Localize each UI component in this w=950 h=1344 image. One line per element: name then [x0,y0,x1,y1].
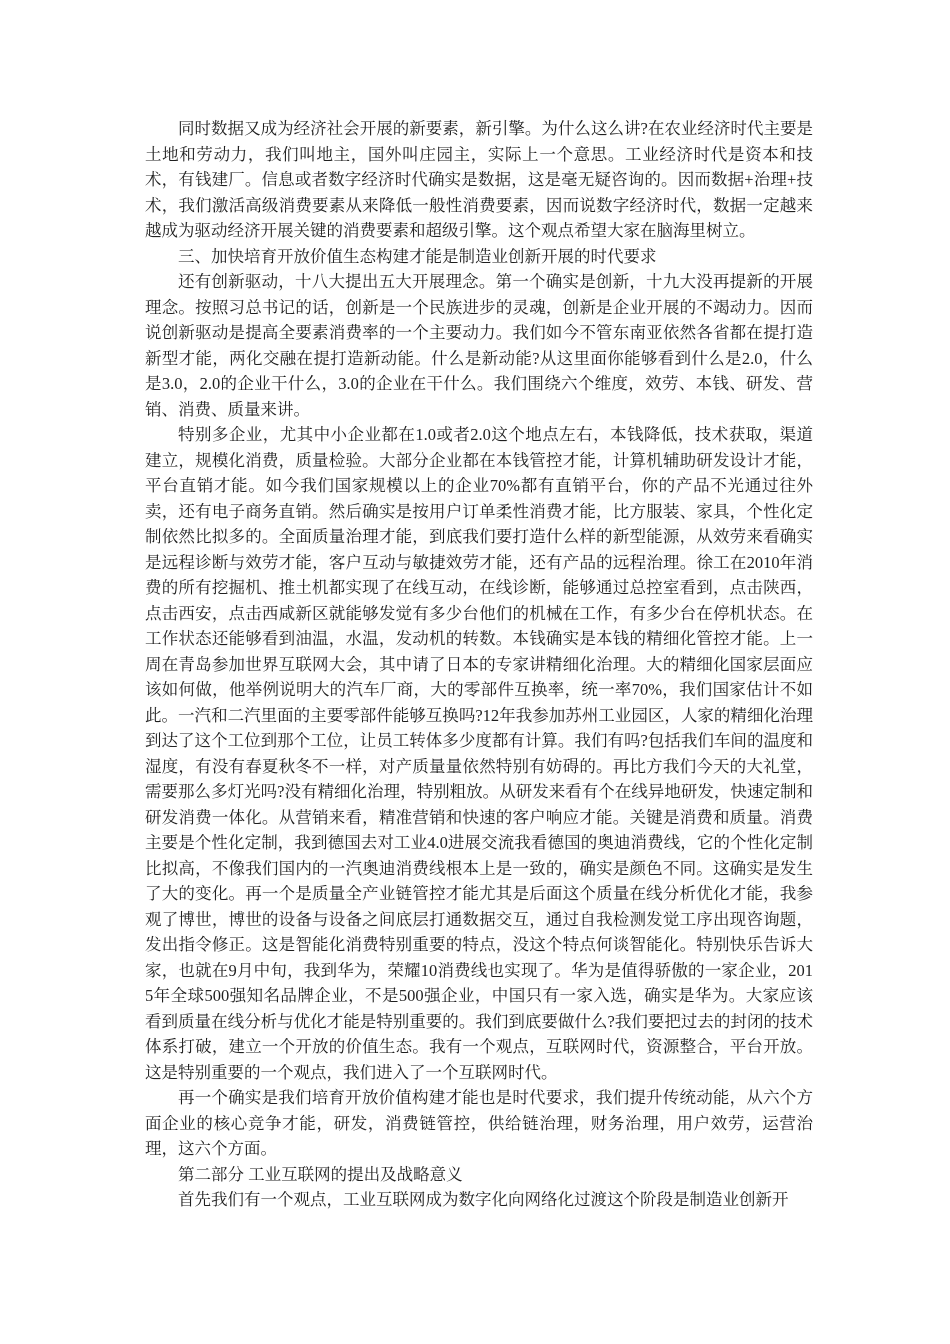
paragraph-enterprise-capabilities: 特别多企业，尤其中小企业都在1.0或者2.0这个地点左右，本钱降低，技术获取，渠道建立，规模化消费，质量检验。大部分企业都在本钱管控才能，计算机辅助研发设计才能，平台直销才能。如今我们国家规模以上的企业70%都有直销平台，你的产品不光通过往外卖，还有电子商务直销。然后确实是按用户订单柔性消费才能，比方服装、家具，个性化定制依然比拟多的。全面质量治理才能，到底我们要打造什么样的新型能源，从效劳来看确实是远程诊断与效劳才能，客户互动与敏捷效劳才能，还有产品的远程治理。徐工在2010年消费的所有挖掘机、推土机都实现了在线互动，在线诊断，能够通过总控室看到，点击陕西，点击西安，点击西咸新区就能够发觉有多少台他们的机械在工作，有多少台在停机状态。在工作状态还能够看到油温，水温，发动机的转数。本钱确实是本钱的精细化管控才能。上一周在青岛参加世界互联网大会，其中请了日本的专家讲精细化治理。大的精细化国家层面应该如何做，他举例说明大的汽车厂商，大的零部件互换率，统一率70%，我们国家估计不如此。一汽和二汽里面的主要零部件能够互换吗?12年我参加苏州工业园区，人家的精细化治理到达了这个工位到那个工位，让员工转体多少度都有计算。我们有吗?包括我们车间的温度和湿度，有没有春夏秋冬不一样，对产质量量依然特别有妨碍的。再比方我们今天的大礼堂，需要那么多灯光吗?没有精细化治理，特别粗放。从研发来看有个在线异地研发，快速定制和研发消费一体化。从营销来看，精准营销和快速的客户响应才能。关键是消费和质量。消费主要是个性化定制，我到德国去对工业4.0进展交流我看德国的奥迪消费线，它的个性化定制比拟高，不像我们国内的一汽奥迪消费线根本上是一致的，确实是颜色不同。这确实是发生了大的变化。再一个是质量全产业链管控才能尤其是后面这个质量在线分析优化才能，我参观了博世，博世的设备与设备之间底层打通数据交互，通过自我检测发觉工序出现咨询题，发出指令修正。这是智能化消费特别重要的特点，没这个特点何谈智能化。特别快乐告诉大家，也就在9月中旬，我到华为，荣耀10消费线也实现了。华为是值得骄傲的一家企业，2015年全球500强知名品牌企业，不是500强企业，中国只有一家入选，确实是华为。大家应该看到质量在线分析与优化才能是特别重要的。我们到底要做什么?我们要把过去的封闭的技术体系打破，建立一个开放的价值生态。我有一个观点，互联网时代，资源整合，平台开放。这是特别重要的一个观点，我们进入了一个互联网时代。 [145,425,813,1082]
paragraph-data-new-element: 同时数据又成为经济社会开展的新要素，新引擎。为什么这么讲?在农业经济时代主要是土地和劳动力，我们叫地主，国外叫庄园主，实际上一个意思。工业经济时代是资本和技术，有钱建厂。信息或者数字经济时代确实是数据，这是毫无疑咨询的。因而数据+治理+技术，我们激活高级消费要素从来降低一般性消费要素，因而说数字经济时代，数据一定越来越成为驱动经济开展关键的消费要素和超级引擎。这个观点希望大家在脑海里树立。 [145,119,813,240]
section-heading-three: 三、加快培育开放价值生态构建才能是制造业创新开展的时代要求 [178,246,657,266]
paragraph-innovation-drive: 还有创新驱动，十八大提出五大开展理念。第一个确实是创新，十九大没再提新的开展理念。按照习总书记的话，创新是一个民族进步的灵魂，创新是企业开展的不竭动力。因而说创新驱动是提高全要素消费率的一个主要动力。我们如今不管东南亚依然各省都在提打造新型才能，两化交融在提打造新动能。什么是新动能?从这里面你能够看到什么是2.0，什么是3.0，2.0的企业干什么，3.0的企业在干什么。我们围绕六个维度，效劳、本钱、研发、营销、消费、质量来讲。 [145,272,813,419]
paragraph-open-value-capability: 再一个确实是我们培育开放价值构建才能也是时代要求，我们提升传统动能，从六个方面企业的核心竞争才能，研发，消费链管控，供给链治理，财务治理，用户效劳，运营治理，这六个方面。 [145,1088,813,1158]
paragraph-industrial-internet-intro: 首先我们有一个观点，工业互联网成为数字化向网络化过渡这个阶段是制造业创新开 [178,1190,789,1209]
document-body [145,116,813,1213]
section-heading-part-two: 第二部分 工业互联网的提出及战略意义 [178,1164,463,1184]
